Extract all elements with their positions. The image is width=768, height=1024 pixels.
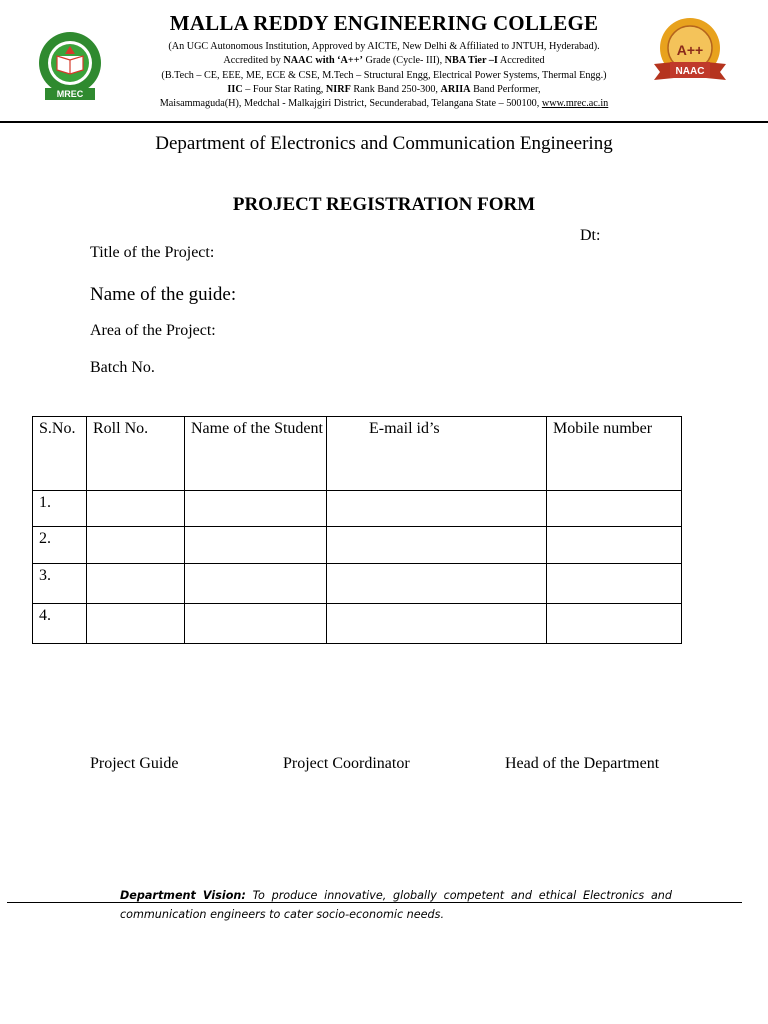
- department-vision: [120, 886, 672, 924]
- student-name-cell[interactable]: [185, 491, 327, 527]
- roll-no-cell[interactable]: [87, 564, 185, 604]
- table-row: [33, 604, 682, 644]
- batch-number-label: Batch No.: [90, 359, 155, 376]
- student-name-cell[interactable]: [185, 527, 327, 564]
- row-sno: 3.: [33, 564, 87, 604]
- form-title: PROJECT REGISTRATION FORM: [232, 194, 536, 215]
- header-email: E-mail id’s: [327, 417, 547, 491]
- header-divider: [0, 121, 768, 123]
- header-sno: S.No.: [33, 417, 87, 491]
- college-logo-text: MREC: [56, 89, 84, 99]
- website-link[interactable]: www.mrec.ac.in: [541, 98, 609, 109]
- student-name-cell[interactable]: [185, 604, 327, 644]
- student-table: [32, 416, 682, 644]
- mobile-cell[interactable]: [547, 564, 682, 604]
- mobile-cell[interactable]: [547, 604, 682, 644]
- table-header-row: [33, 417, 682, 491]
- vision-label: Department Vision:: [120, 889, 246, 902]
- table-row: [33, 491, 682, 527]
- header-line-accreditation: Accredited by NAAC with ‘A++’ Grade (Cycle- III), NBA Tier –I Accredited: [223, 55, 545, 66]
- table-row: [33, 564, 682, 604]
- header-mobile: Mobile number: [547, 417, 682, 491]
- header-student-name: Name of the Student: [185, 417, 327, 491]
- table-row: [33, 527, 682, 564]
- date-label: Dt:: [580, 227, 601, 244]
- naac-label: NAAC: [675, 66, 705, 77]
- mobile-cell[interactable]: [547, 491, 682, 527]
- department-name: Department of Electronics and Communication Engineering: [155, 133, 613, 154]
- email-cell[interactable]: [327, 491, 547, 527]
- signature-head-of-department: Head of the Department: [505, 755, 660, 772]
- college-name: MALLA REDDY ENGINEERING COLLEGE: [169, 11, 599, 35]
- header-line-programs: (B.Tech – CE, EEE, ME, ECE & CSE, M.Tech – Structural Engg, Electrical Power Systems, Thermal Engg.): [161, 70, 607, 81]
- roll-no-cell[interactable]: [87, 491, 185, 527]
- naac-grade: A++: [676, 42, 704, 58]
- header-roll-no: Roll No.: [87, 417, 185, 491]
- header-line-rankings: IIC – Four Star Rating, NIRF Rank Band 250-300, ARIIA Band Performer,: [227, 84, 541, 95]
- roll-no-cell[interactable]: [87, 527, 185, 564]
- naac-badge: [648, 16, 732, 86]
- email-cell[interactable]: [327, 527, 547, 564]
- header-line-address: Maisammaguda(H), Medchal - Malkajgiri District, Secunderabad, Telangana State – 500100, www.mrec.ac.in: [159, 98, 609, 109]
- email-cell[interactable]: [327, 564, 547, 604]
- project-area-label: Area of the Project:: [90, 322, 216, 339]
- row-sno: 1.: [33, 491, 87, 527]
- roll-no-cell[interactable]: [87, 604, 185, 644]
- vision-text: To produce innovative, globally competent and ethical Electronics and communication engineers to cater socio-economic needs.: [120, 889, 672, 921]
- email-cell[interactable]: [327, 604, 547, 644]
- college-logo: [37, 30, 103, 104]
- project-title-label: Title of the Project:: [90, 244, 215, 261]
- guide-name-label: Name of the guide:: [90, 284, 237, 305]
- mobile-cell[interactable]: [547, 527, 682, 564]
- row-sno: 2.: [33, 527, 87, 564]
- row-sno: 4.: [33, 604, 87, 644]
- signature-project-coordinator: Project Coordinator: [283, 755, 410, 772]
- signature-project-guide: Project Guide: [90, 755, 179, 772]
- student-name-cell[interactable]: [185, 564, 327, 604]
- college-header: [0, 0, 768, 122]
- header-line-affiliation: (An UGC Autonomous Institution, Approved by AICTE, New Delhi & Affiliated to JNTUH, Hyderabad).: [168, 41, 600, 52]
